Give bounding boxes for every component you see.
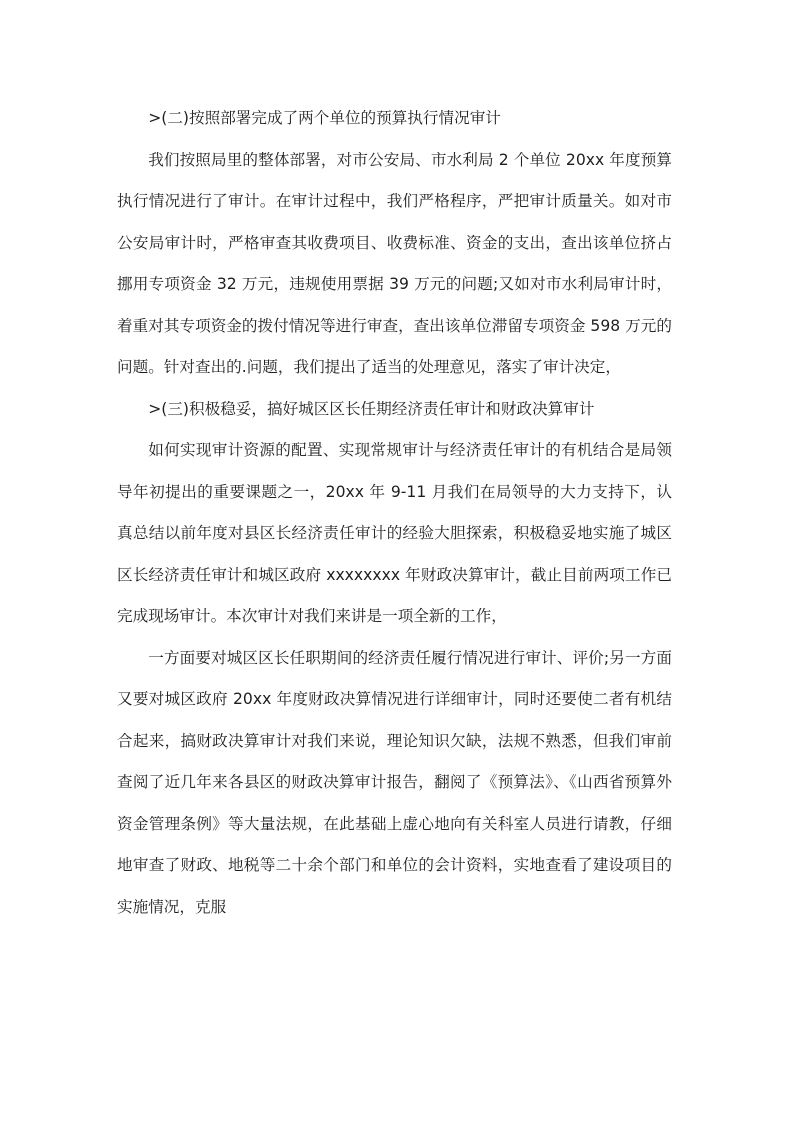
section-heading-2: >(二)按照部署完成了两个单位的预算执行情况审计 xyxy=(148,109,501,127)
section-heading-3: >(三)积极稳妥，搞好城区区长任期经济责任审计和财政决算审计 xyxy=(148,399,595,418)
document-body xyxy=(117,98,672,928)
paragraph-economic-responsibility: 如何实现审计资源的配置、实现常规审计与经济责任审计的有机结合是局领导年初提出的重要课题之一，20xx 年 9-11 月我们在局领导的大力支持下，认真总结以前年度对县区长经济责任审计的经验大胆探索，积极稳妥地实施了城区区长经济责任审计和城区政府 xxxxxxxx 年财政决算审计，截止目前两项工作已完成现场审计。本次审计对我们来讲是一项全新的工作， xyxy=(117,441,672,625)
paragraph-final-accounts: 一方面要对城区区长任职期间的经济责任履行情况进行审计、评价;另一方面又要对城区政府 20xx 年度财政决算情况进行详细审计，同时还要使二者有机结合起来，搞财政决算审计对我们来说，理论知识欠缺，法规不熟悉，但我们审前查阅了近几年来各县区的财政决算审计报告，翻阅了《预算法》、《山西省预算外资金管理条例》等大量法规，在此基础上虚心地向有关科室人员进行请教，仔细地审查了财政、地税等二十余个部门和单位的会计资料，实地查看了建设项目的实施情况，克服 xyxy=(117,648,672,916)
paragraph-budget-audit: 我们按照局里的整体部署，对市公安局、市水利局 2 个单位 20xx 年度预算执行情况进行了审计。在审计过程中，我们严格程序，严把审计质量关。如对市公安局审计时，严格审查其收费项目、收费标准、资金的支出，查出该单位挤占挪用专项资金 32 万元，违规使用票据 39 万元的问题;又如对市水利局审计时，着重对其专项资金的拨付情况等进行审查，查出该单位滞留专项资金 598 万元的问题。针对查出的.问题，我们提出了适当的处理意见，落实了审计决定， xyxy=(117,150,672,376)
